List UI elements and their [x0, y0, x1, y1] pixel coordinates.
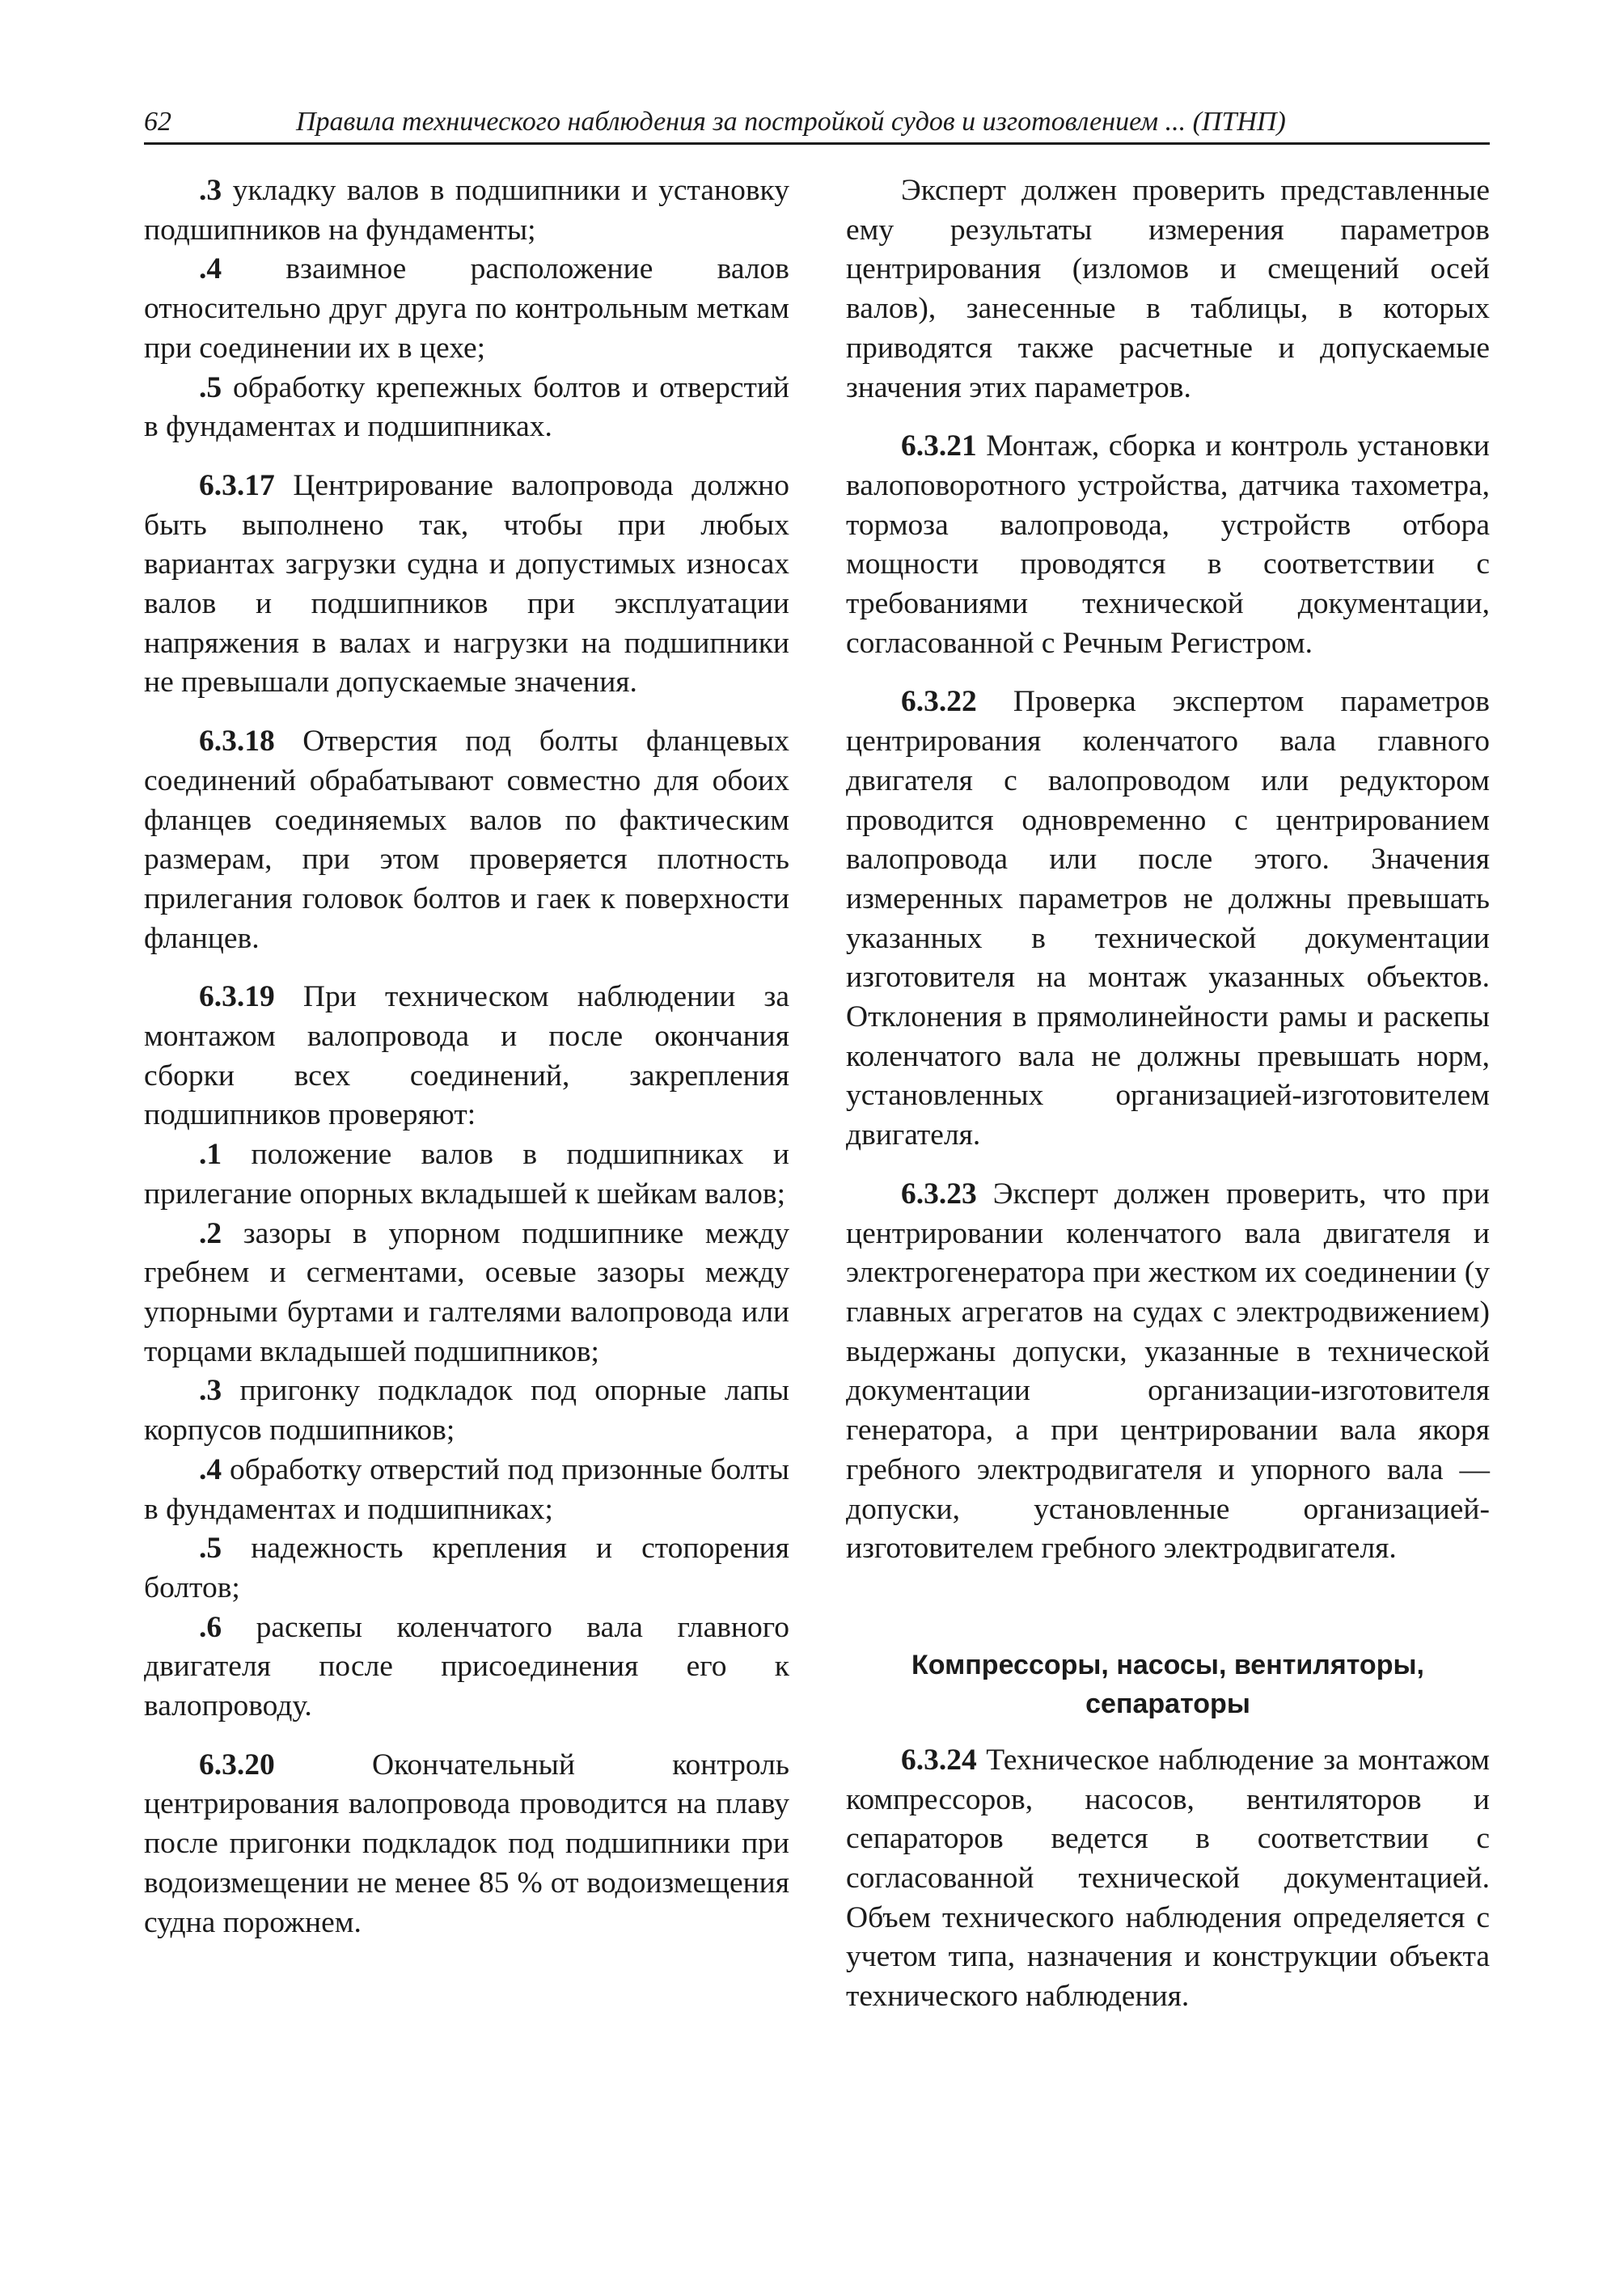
clause-text: При техническом наблюдении за монтажом валопровода и после окончания сборки всех соединений, закрепления подшипников проверяют: [144, 980, 789, 1132]
clause-number: 6.3.19 [199, 980, 275, 1014]
item-text: обработку отверстий под призонные болты в фундаментах и подшипниках; [144, 1452, 789, 1526]
item-number: .3 [199, 1374, 222, 1408]
item-text: положение валов в подшипниках и прилегание опорных вкладышей к шейкам валов; [144, 1138, 789, 1211]
list-item [144, 1529, 789, 1608]
clause-number: 6.3.20 [199, 1748, 275, 1782]
clause-text: Проверка экспертом параметров центрирования коленчатого вала главного двигателя с валопроводом или редуктором проводится одновременно с центрированием валопровода или после этого. Значения измеренных параметров не должны превышать указанных в технической документации изготовителя на монтаж указанных объектов. Отклонения в прямолинейности рамы и раскепы коленчатого вала не должны превышать норм, установленных организацией-изготовителем двигателя. [846, 685, 1490, 1152]
clause-text: Отверстия под болты фланцевых соединений обрабатывают совместно для обоих фланцев соединяемых валов по фактическим размерам, при этом проверяется плотность прилегания головок болтов и гаек к поверхности фланцев. [144, 725, 789, 955]
clause-6-3-20-continued: Эксперт должен проверить представленные ему результаты измерения параметров центрирования (изломов и смещений осей валов), занесенные в таблицы, в которых приводятся также расчетные и допускаемые значения этих параметров. [846, 174, 1490, 404]
clause-text: Эксперт должен проверить, что при центрировании коленчатого вала двигателя и электрогенератора при жестком их соединении (у главных агрегатов на судах с электродвижением) выдержаны допуски, указанные в технической документации организации-изготовителя генератора, а при центрировании вала якоря гребного электродвигателя и упорного вала — допуски, установленные организацией-изготовителем гребного электродвигателя. [846, 1177, 1490, 1566]
clause-6-3-21 [846, 427, 1490, 663]
clause-text: Техническое наблюдение за монтажом компрессоров, насосов, вентиляторов и сепараторов ведется в соответствии с согласованной технической документацией. Объем технического наблюдения определяется с учетом типа, назначения и конструкции объекта технического наблюдения. [846, 1743, 1490, 2014]
item-text: надежность крепления и стопорения болтов; [144, 1532, 789, 1604]
item-text: обработку крепежных болтов и отверстий в фундаментах и подшипниках. [144, 370, 789, 444]
list-item [144, 250, 789, 368]
item-text: пригонку подкладок под опорные лапы корпусов подшипников; [144, 1374, 789, 1448]
clause-text: Центрирование валопровода должно быть выполнено так, чтобы при любых вариантах загрузки судна и допустимых износах валов и подшипников при эксплуатации напряжения в валах и нагрузки на подшипники не превышали допускаемые значения. [144, 468, 789, 700]
clause-6-3-18 [144, 722, 789, 958]
list-item [144, 1451, 789, 1529]
item-number: .2 [199, 1216, 222, 1250]
list-item [144, 1135, 789, 1214]
item-number: .4 [199, 1452, 222, 1486]
list-item [144, 369, 789, 447]
left-column [144, 171, 789, 1962]
clause-number: 6.3.18 [199, 725, 275, 759]
clause-number: 6.3.23 [901, 1177, 977, 1211]
list-item [144, 1608, 789, 1727]
clause-text: Монтаж, сборка и контроль установки валоповоротного устройства, датчика тахометра, тормоза валопровода, устройств отбора мощности проводятся в соответствии с требованиями технической документации, согласованной с Речным Регистром. [846, 429, 1490, 660]
item-number: .4 [199, 252, 222, 286]
item-number: .6 [199, 1610, 222, 1644]
item-number: .5 [199, 1532, 222, 1566]
clause-number: 6.3.17 [199, 468, 275, 502]
item-number: .3 [199, 174, 222, 207]
item-number: .1 [199, 1138, 222, 1172]
list-item [144, 171, 789, 250]
right-column [846, 171, 1490, 2036]
item-text: укладку валов в подшипники и установку подшипников на фундаменты; [144, 174, 789, 247]
clause-number: 6.3.24 [901, 1743, 977, 1777]
item-text: зазоры в упорном подшипнике между гребнем и сегментами, осевые зазоры между упорными буртами и галтелями валопровода или торцами вкладышей подшипников; [144, 1216, 789, 1368]
clause-6-3-20 [144, 1746, 789, 1943]
list-item [144, 1215, 789, 1372]
page-number: 62 [144, 107, 171, 137]
clause-number: 6.3.22 [901, 685, 977, 719]
clause-6-3-19 [144, 978, 789, 1135]
running-header [144, 104, 1490, 145]
clause-6-3-22 [846, 683, 1490, 1155]
item-text: взаимное расположение валов относительно друг друга по контрольным меткам при соединении их в цехе; [144, 252, 789, 365]
clause-6-3-23 [846, 1175, 1490, 1569]
clause-number: 6.3.21 [901, 429, 977, 463]
list-item [144, 1372, 789, 1450]
section-heading: Компрессоры, насосы, вентиляторы, сепараторы [911, 1649, 1424, 1719]
clause-text: Окончательный контроль центрирования валопровода проводится на плаву после пригонки подкладок под подшипники при водоизмещении не менее 85 % от водоизмещения судна порожнем. [144, 1748, 789, 1939]
clause-6-3-24 [846, 1741, 1490, 2017]
running-title: Правила технического наблюдения за постройкой судов и изготовлением ... (ПТНП) [296, 107, 1286, 137]
clause-6-3-17 [144, 467, 789, 703]
item-text: раскепы коленчатого вала главного двигателя после присоединения его к валопроводу. [144, 1610, 789, 1723]
item-number: .5 [199, 370, 222, 404]
